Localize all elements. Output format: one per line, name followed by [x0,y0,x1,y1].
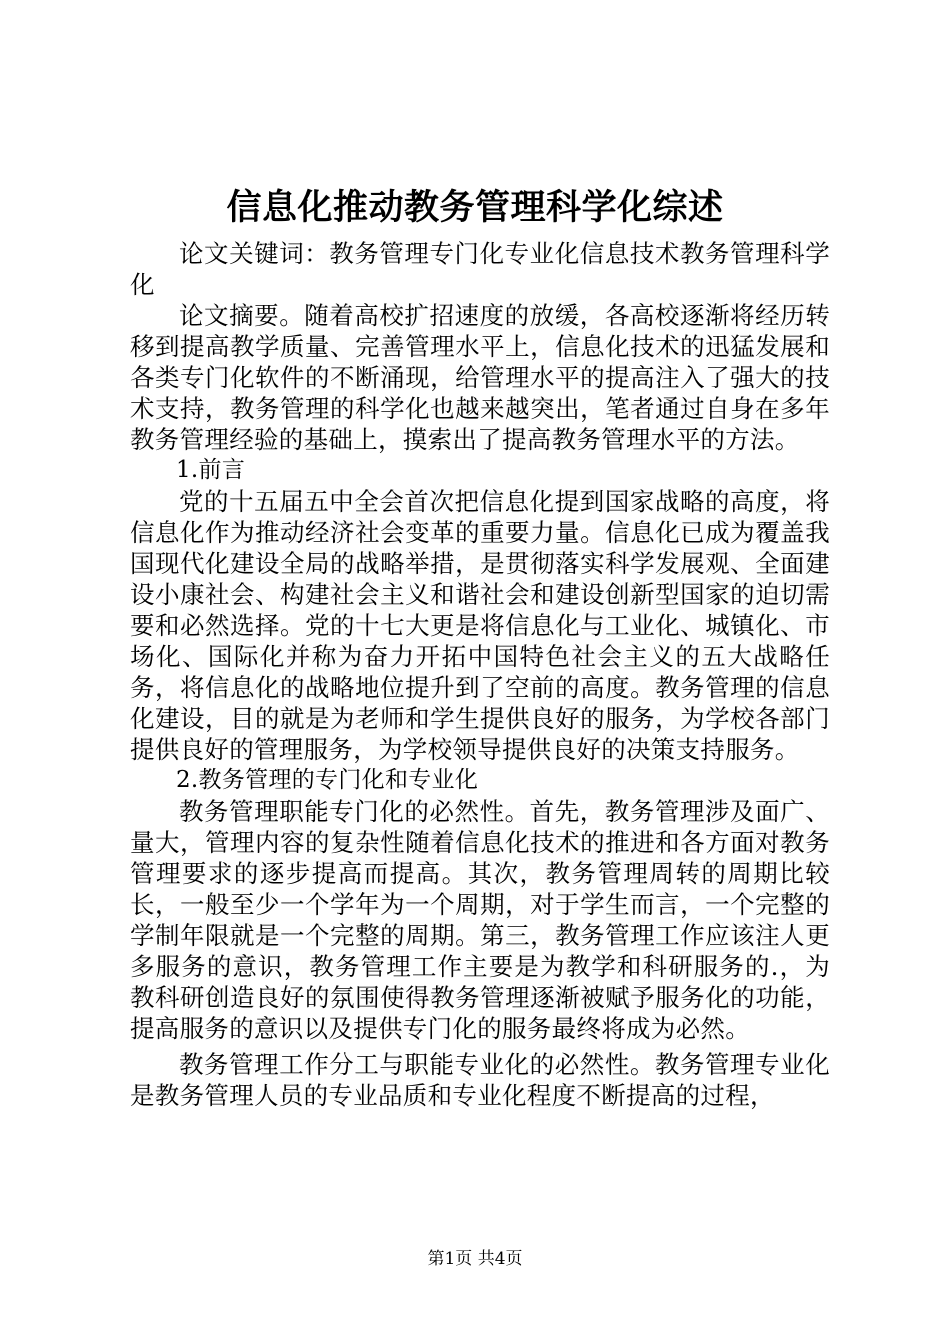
section-heading-specialization: 2.教务管理的专门化和专业化 [176,767,479,793]
abstract-paragraph: 论文摘要。随着高校扩招速度的放缓，各高校逐渐将经历转移到提高教学质量、完善管理水平上，信息化技术的迅猛发展和各类专门化软件的不断涌现，给管理水平的提高注入了强大的技术支持，教务管理的科学化也越来越突出，笔者通过自身在多年教务管理经验的基础上，摸索出了提高教务管理水平的方法。 [130,301,830,454]
keywords-paragraph: 论文关键词：教务管理专门化专业化信息技术教务管理科学化 [130,239,830,299]
specialization-paragraph-1: 教务管理职能专门化的必然性。首先，教务管理涉及面广、量大，管理内容的复杂性随着信息化技术的推进和各方面对教务管理要求的逐步提高而提高。其次，教务管理周转的周期比较长，一般至少一个学年为一个周期，对于学生而言，一个完整的学制年限就是一个完整的周期。第三，教务管理工作应该注人更多服务的意识，教务管理工作主要是为教学和科研服务的.，为教科研创造良好的氛围使得教务管理逐渐被赋予服务化的功能，提高服务的意识以及提供专门化的服务最终将成为必然。 [130,797,830,1043]
preface-paragraph: 党的十五届五中全会首次把信息化提到国家战略的高度，将信息化作为推动经济社会变革的重要力量。信息化已成为覆盖我国现代化建设全局的战略举措，是贯彻落实科学发展观、全面建设小康社会、构建社会主义和谐社会和建设创新型国家的迫切需要和必然选择。党的十七大更是将信息化与工业化、城镇化、市场化、国际化并称为奋力开拓中国特色社会主义的五大战略任务，将信息化的战略地位提升到了空前的高度。教务管理的信息化建设，目的就是为老师和学生提供良好的服务，为学校各部门提供良好的管理服务，为学校领导提供良好的决策支持服务。 [130,487,830,764]
page-number-footer: 第1页 共4页 [427,1249,523,1269]
document-title: 信息化推动教务管理科学化综述 [226,187,724,228]
section-heading-preface: 1.前言 [176,457,246,483]
specialization-paragraph-2: 教务管理工作分工与职能专业化的必然性。教务管理专业化是教务管理人员的专业品质和专业化程度不断提高的过程， [130,1050,830,1110]
document-body [130,238,830,1111]
